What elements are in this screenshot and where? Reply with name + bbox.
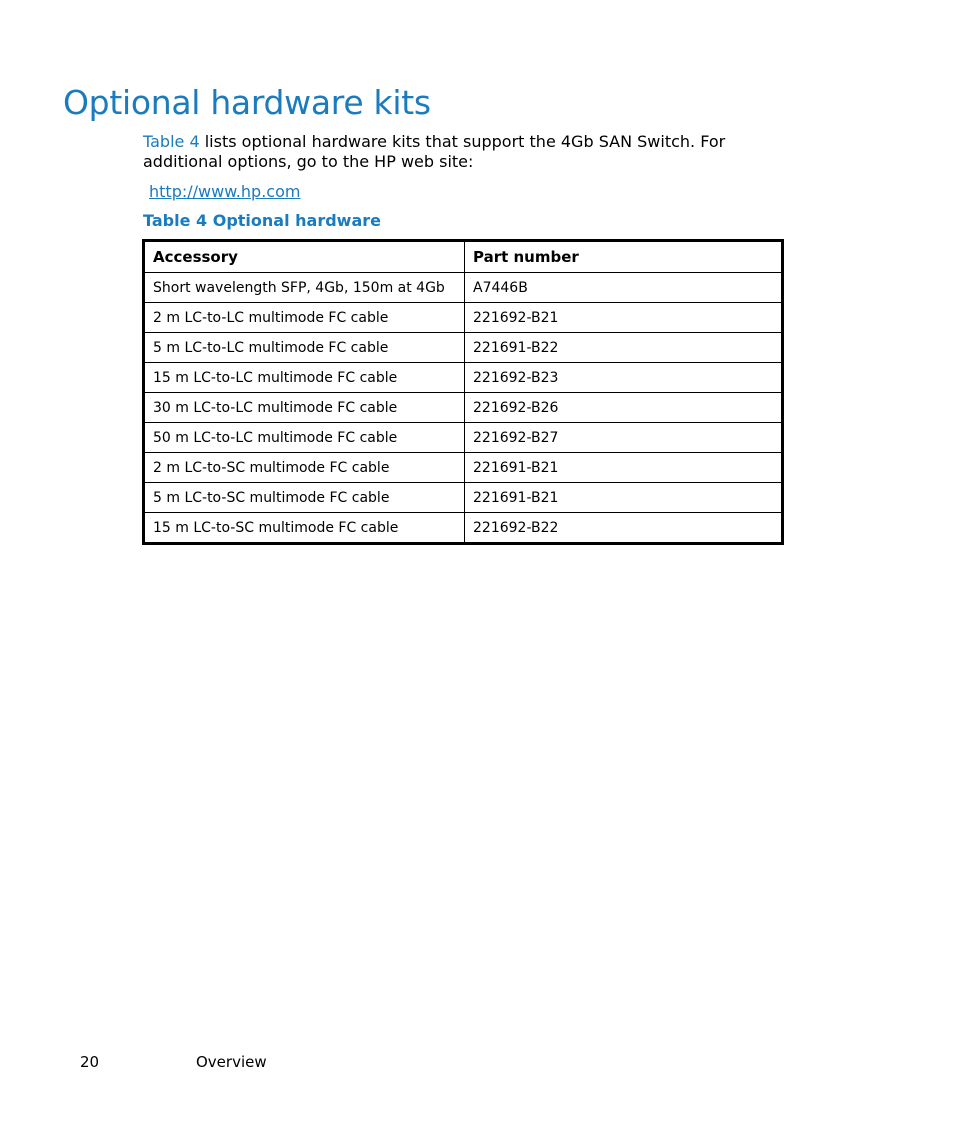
cell-accessory: 5 m LC-to-LC multimode FC cable xyxy=(144,333,465,363)
hp-website-link[interactable]: http://www.hp.com xyxy=(149,182,301,201)
cell-accessory: 15 m LC-to-LC multimode FC cable xyxy=(144,363,465,393)
page-number: 20 xyxy=(80,1053,100,1071)
cell-accessory: 5 m LC-to-SC multimode FC cable xyxy=(144,483,465,513)
table-caption: Table 4 Optional hardware xyxy=(143,211,381,230)
header-part-number: Part number xyxy=(465,241,783,273)
table-row xyxy=(144,423,783,453)
footer-section-title: Overview xyxy=(196,1053,267,1071)
cell-part-number: A7446B xyxy=(465,273,783,303)
table-cross-reference-link[interactable]: Table 4 xyxy=(143,132,200,151)
table-row xyxy=(144,483,783,513)
intro-text: lists optional hardware kits that support the 4Gb SAN Switch. For additional options, go to the HP web site: xyxy=(143,132,726,171)
optional-hardware-table xyxy=(142,239,784,545)
cell-part-number: 221691-B21 xyxy=(465,483,783,513)
table-row xyxy=(144,303,783,333)
table-row xyxy=(144,363,783,393)
cell-accessory: 15 m LC-to-SC multimode FC cable xyxy=(144,513,465,544)
cell-part-number: 221692-B26 xyxy=(465,393,783,423)
table-row xyxy=(144,513,783,544)
intro-paragraph xyxy=(143,132,803,172)
table-header-row xyxy=(144,241,783,273)
cell-accessory: 50 m LC-to-LC multimode FC cable xyxy=(144,423,465,453)
cell-part-number: 221691-B21 xyxy=(465,453,783,483)
header-accessory: Accessory xyxy=(144,241,465,273)
table-row xyxy=(144,333,783,363)
cell-accessory: 2 m LC-to-SC multimode FC cable xyxy=(144,453,465,483)
cell-accessory: 30 m LC-to-LC multimode FC cable xyxy=(144,393,465,423)
table-row xyxy=(144,393,783,423)
cell-part-number: 221691-B22 xyxy=(465,333,783,363)
page-heading: Optional hardware kits xyxy=(63,83,431,122)
table-row xyxy=(144,273,783,303)
cell-part-number: 221692-B23 xyxy=(465,363,783,393)
cell-part-number: 221692-B21 xyxy=(465,303,783,333)
cell-accessory: 2 m LC-to-LC multimode FC cable xyxy=(144,303,465,333)
cell-part-number: 221692-B22 xyxy=(465,513,783,544)
cell-accessory: Short wavelength SFP, 4Gb, 150m at 4Gb xyxy=(144,273,465,303)
cell-part-number: 221692-B27 xyxy=(465,423,783,453)
table-row xyxy=(144,453,783,483)
table-body xyxy=(144,273,783,544)
